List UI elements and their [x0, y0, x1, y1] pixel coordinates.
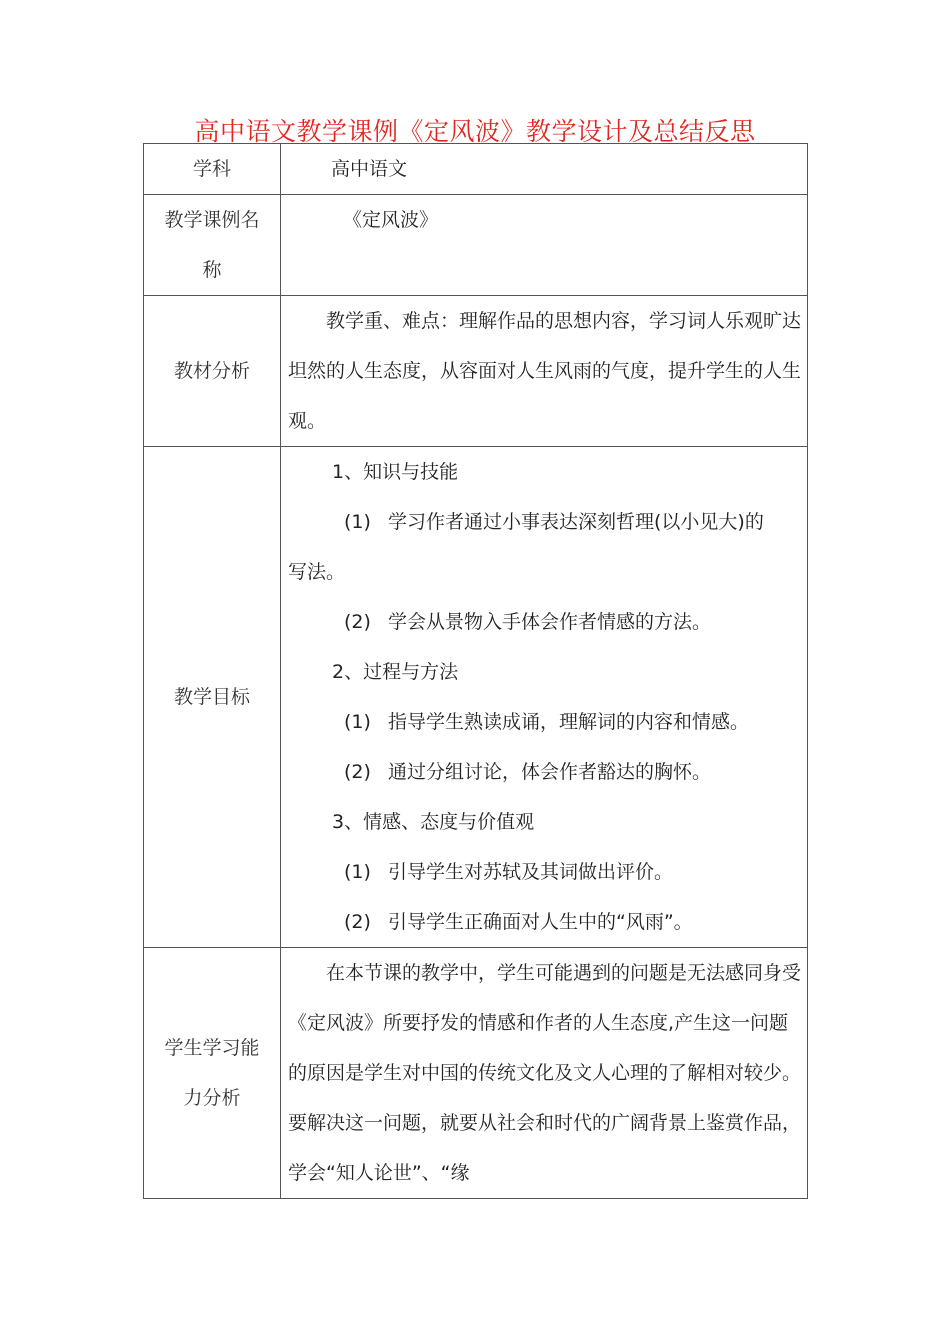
subject-text: 高中语文: [331, 158, 408, 180]
label-lesson-name: [144, 195, 281, 296]
row-lesson-name: [144, 195, 808, 296]
goal-1-item-1-num: (1): [344, 511, 371, 533]
goal-1-item-2-text: 学会从景物入手体会作者情感的方法。: [388, 611, 712, 633]
goal-2-item-2-num: (2): [344, 761, 371, 783]
value-subject: [281, 144, 808, 195]
goal-1-item-2: [288, 597, 801, 647]
goal-3-item-1-text: 引导学生对苏轼及其词做出评价。: [388, 861, 674, 883]
goal-2-item-2: [288, 747, 801, 797]
label-learning-ability-text: 学生学习能力分析: [164, 1037, 260, 1109]
goal-3-item-2: [288, 897, 801, 947]
row-learning-ability: [144, 948, 808, 1199]
goal-1-item-1: [288, 497, 801, 547]
value-material-analysis: [281, 296, 808, 447]
label-material-analysis: 教材分析: [144, 296, 281, 447]
goal-2-item-1: [288, 697, 801, 747]
lesson-name-text: 《定风波》: [343, 209, 439, 231]
goal-heading-1: 1、知识与技能: [332, 461, 459, 483]
goal-3-item-1-num: (1): [344, 861, 371, 883]
goal-1-item-1-cont: 写法。: [288, 561, 346, 583]
goal-2-item-1-text: 指导学生熟读成诵，理解词的内容和情感。: [388, 711, 750, 733]
goal-2-item-1-num: (1): [344, 711, 371, 733]
goal-3-item-1: [288, 847, 801, 897]
goal-2-item-2-text: 通过分组讨论，体会作者豁达的胸怀。: [388, 761, 712, 783]
label-learning-ability: [144, 948, 281, 1199]
goal-1-item-1-text: 学习作者通过小事表达深刻哲理(以小见大)的: [388, 511, 764, 533]
value-teaching-goals: [281, 447, 808, 948]
goals-body: [281, 447, 807, 947]
document-title: 高中语文教学课例《定风波》教学设计及总结反思: [194, 117, 756, 146]
value-learning-ability: [281, 948, 808, 1199]
material-analysis-text: 教学重、难点：理解作品的思想内容，学习词人乐观旷达坦然的人生态度，从容面对人生风雨的气度，提升学生的人生观。: [288, 310, 802, 432]
row-subject: [144, 144, 808, 195]
goal-3-item-2-num: (2): [344, 911, 371, 933]
goal-1-item-2-num: (2): [344, 611, 371, 633]
goal-3-item-2-text: 引导学生正确面对人生中的“风雨”。: [388, 911, 693, 933]
row-teaching-goals: [144, 447, 808, 948]
goal-heading-2: 2、过程与方法: [332, 661, 459, 683]
label-teaching-goals: 教学目标: [144, 447, 281, 948]
goal-heading-3: 3、情感、态度与价值观: [332, 811, 535, 833]
learning-ability-text: 在本节课的教学中，学生可能遇到的问题是无法感同身受《定风波》所要抒发的情感和作者的人生态度,产生这一问题的原因是学生对中国的传统文化及文人心理的了解相对较少。要解决这一问题，就要从社会和时代的广阔背景上鉴赏作品，学会“知人论世”、“缘: [288, 962, 802, 1184]
lesson-design-table: [143, 143, 808, 1199]
label-lesson-name-text: 教学课例名称: [164, 209, 260, 281]
label-subject: 学科: [144, 144, 281, 195]
row-material-analysis: [144, 296, 808, 447]
value-lesson-name: [281, 195, 808, 296]
